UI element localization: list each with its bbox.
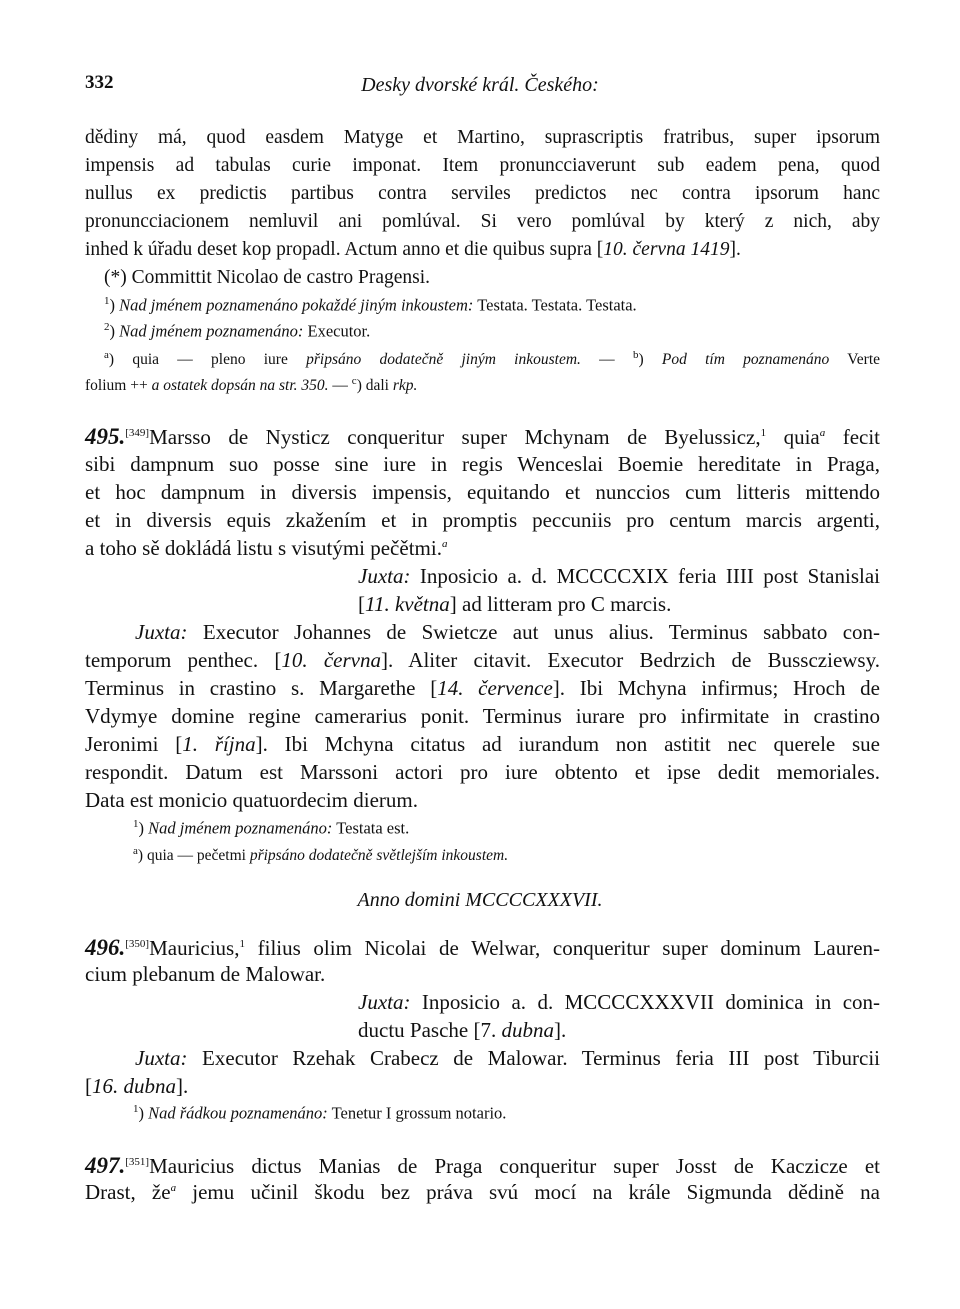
juxta-line: Juxta: Executor Johannes de Swietcze aut unus alius. Terminus sabbato con-: [135, 620, 881, 644]
text-line: Drast, $že^a$ jemu učinil škodu bez práva svú mocí na krále Sigmunda dědině na: [85, 1180, 880, 1204]
text-line: [16. dubna].: [85, 1074, 189, 1098]
text-line: impensis ad tabulas curie imponat. Item pronuncciaverunt sub eadem pena, quod: [85, 155, 880, 176]
footnote-2: $^2$) Nad jménem poznamenáno: Executor.: [104, 321, 371, 341]
entry-497-line-1: 497.[351]Mauricius dictus Manias de Praga conqueritur super Josst de Kaczicze et: [85, 1153, 880, 1178]
footnote-a-continued: folium ++ a ostatek dopsán na str. 350. — $^c$) dali rkp.: [85, 375, 418, 395]
juxta-line: Juxta: Inposicio a. d. MCCCCXIX feria IIII post Stanislai: [358, 564, 880, 588]
entry-number: 495.: [85, 424, 126, 449]
footnote-1: $^1$) Nad řádkou poznamenáno: Tenetur I grossum notario.: [133, 1103, 507, 1123]
text-line: a toho sě dokládá listu s visutými pečětmi.$^a$: [85, 536, 448, 560]
text-line: nullus ex predictis partibus contra serviles predictos nec contra ipsorum hanc: [85, 183, 880, 204]
text-line: et hoc dampnum in diversis impensis, equitando et nunccios cum litteris mittendo: [85, 480, 880, 504]
footnote-1: $^1$) Nad jménem poznamenáno: Testata est.: [133, 818, 410, 838]
entry-number: 497.: [85, 1153, 126, 1178]
juxta-line: [11. května] ad litteram pro C marcis.: [358, 592, 672, 616]
text-line: inhed k úřadu deset kop propadl. Actum anno et die quibus supra [10. června 1419].: [85, 239, 741, 260]
text-line: cium plebanum de Malowar.: [85, 962, 326, 986]
footnote-a: $^a$) quia — pleno iure připsáno dodatečně jiným inkoustem. — $^b$) Pod tím poznamenáno Verte: [104, 349, 880, 369]
text-line: Terminus in crastino s. Margarethe [14. července]. Ibi Mchyna infirmus; Hroch de: [85, 676, 880, 700]
section-heading: Anno domini MCCCCXXXVII.: [357, 889, 603, 911]
entry-495-line-1: 495.[349]Marsso de Nysticz conqueritur super Mchynam de Byelussicz,$^1$ quia$^a$ fecit: [85, 424, 881, 449]
text-line: respondit. Datum est Marssoni actori pro iure obtento et ipse dedit memoriales.: [85, 760, 880, 784]
committit-note: (*) Committit Nicolao de castro Pragensi.: [104, 267, 431, 288]
juxta-line: Juxta: Executor Rzehak Crabecz de Malowar. Terminus feria III post Tiburcii: [135, 1046, 880, 1070]
text-line: temporum penthec. [10. června]. Aliter citavit. Executor Bedrzich de Busscziewsy.: [85, 648, 880, 672]
footnote-a: $^a$) quia — pečetmi připsáno dodatečně světlejším inkoustem.: [133, 845, 509, 865]
text-line: et in diversis equis zkažením et in promptis peccuniis pro centum marcis argenti,: [85, 508, 880, 532]
text-line: sibi dampnum suo posse sine iure in regis Wenceslai Boemie hereditate in Praga,: [85, 452, 880, 476]
text-line: dědiny má, quod easdem Matyge et Martino, suprascriptis fratribus, super ipsorum: [85, 127, 880, 148]
text-line: Jeronimi [1. října]. Ibi Mchyna citatus ad iurandum non astitit nec querele sue: [85, 732, 880, 756]
text-line: Vdymye domine regine camerarius ponit. Terminus iurare pro infirmitate in crastino: [85, 704, 880, 728]
entry-number: 496.: [85, 935, 126, 960]
page-number: 332: [85, 72, 114, 93]
juxta-line: ductu Pasche [7. dubna].: [358, 1018, 567, 1042]
juxta-line: Juxta: Inposicio a. d. MCCCCXXXVII dominica in con-: [358, 990, 881, 1014]
entry-496-line-1: 496.[350]Mauricius,$^1$ filius olim Nicolai de Welwar, conqueritur super dominum Lauren-: [85, 935, 881, 960]
text-line: Data est monicio quatuordecim dierum.: [85, 788, 418, 812]
date: 10. června 1419: [603, 239, 730, 260]
running-title: Desky dvorské král. Českého:: [361, 74, 599, 96]
text-line: pronuncciacionem nemluvil ani pomlúval. Si vero pomlúval by který z nich, aby: [85, 211, 880, 232]
footnote-1: $^1$) Nad jménem poznamenáno pokaždé jiným inkoustem: Testata. Testata. Testata.: [104, 295, 637, 315]
